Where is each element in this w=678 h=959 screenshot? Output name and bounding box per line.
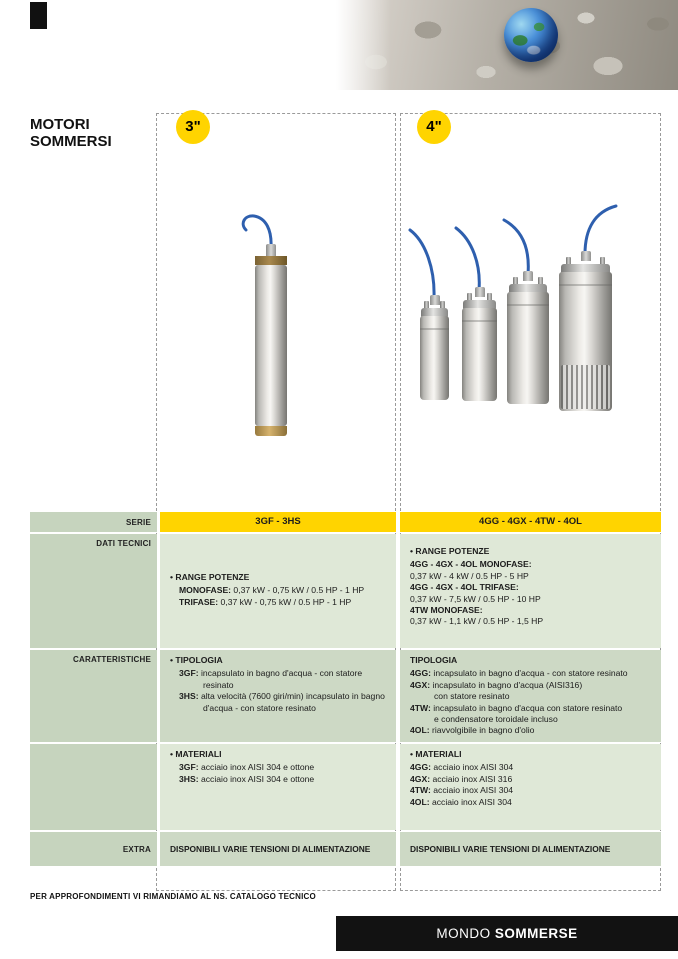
- row-label-text: SERIE: [125, 517, 151, 527]
- spec-line: 0,37 kW - 4 kW / 0.5 HP - 5 HP: [410, 570, 529, 581]
- spec-line: 4GG: acciaio inox AISI 304: [410, 762, 514, 773]
- motor-cap: [581, 251, 591, 261]
- spec-line: 4OL: riavvolgibile in bagno d'olio: [410, 725, 535, 736]
- motor-photo-3inch: [255, 244, 287, 436]
- row-label-text: CARATTERISTICHE: [73, 655, 151, 664]
- spec-line: 4GG - 4GX - 4OL TRIFASE:: [410, 582, 519, 593]
- materiali-lines: [179, 762, 392, 785]
- motor-body: [507, 292, 549, 404]
- spec-line: 3GF: acciaio inox AISI 304 e ottone: [179, 762, 315, 773]
- motor-cap: [475, 287, 485, 297]
- size-badge-3inch: 3": [176, 110, 210, 144]
- materiali-lines: [410, 762, 657, 808]
- size-badge-4inch: 4": [417, 110, 451, 144]
- range-potenze-title: • RANGE POTENZE: [410, 546, 490, 556]
- earth-globe: [504, 8, 558, 62]
- brand-name-regular: MONDO: [436, 926, 491, 941]
- spec-line: 3HS: acciaio inox AISI 304 e ottone: [179, 773, 315, 784]
- row-label-extra: [30, 832, 157, 866]
- materiali-3inch: [160, 744, 396, 830]
- brand-name-bold: SOMMERSE: [494, 926, 578, 941]
- motor-photo-4inch-medium: [462, 287, 497, 401]
- motor-brass-collar: [255, 256, 287, 265]
- materiali-4inch: [400, 744, 661, 830]
- spec-line: 4GX: incapsulato in bagno d'acqua (AISI316): [410, 679, 583, 690]
- spec-line: con statore resinato: [434, 691, 510, 702]
- tipologia-title: • TIPOLOGIA: [170, 655, 223, 665]
- range-potenze-lines: [179, 585, 392, 608]
- motor-body: [462, 308, 497, 401]
- earth-photo: [336, 0, 678, 90]
- tipologia-4inch: [400, 650, 661, 742]
- publisher-logo-mark: [30, 2, 47, 29]
- dati-tecnici-3inch: [160, 534, 396, 648]
- motor-photo-4inch-xlarge: [559, 251, 612, 411]
- extra-3inch: DISPONIBILI VARIE TENSIONI DI ALIMENTAZIONE: [160, 832, 396, 866]
- tipologia-lines: [410, 668, 657, 736]
- spec-line: MONOFASE: 0,37 kW - 0,75 kW / 0.5 HP - 1 HP: [179, 585, 365, 596]
- spec-line: 3HS: alta velocità (7600 giri/min) incapsulato in bagno d'acqua - con statore resinato: [179, 691, 385, 713]
- motor-cap: [430, 295, 440, 305]
- materiali-title: • MATERIALI: [410, 749, 462, 759]
- motor-brass-base: [255, 426, 287, 436]
- tipologia-3inch: [160, 650, 396, 742]
- spec-line: TRIFASE: 0,37 kW - 0,75 kW / 0.5 HP - 1 HP: [179, 596, 352, 607]
- spec-line: 4TW: acciaio inox AISI 304: [410, 785, 514, 796]
- motor-photo-4inch-small: [420, 295, 449, 400]
- page-title: [30, 117, 112, 150]
- spec-line: 4TW: incapsulato in bagno d'acqua con statore resinato: [410, 702, 623, 713]
- footer-note: PER APPROFONDIMENTI VI RIMANDIAMO AL NS. CATALOGO TECNICO: [30, 892, 316, 901]
- spec-line: 4OL: acciaio inox AISI 304: [410, 796, 512, 807]
- motor-cap: [266, 244, 276, 256]
- extra-4inch: DISPONIBILI VARIE TENSIONI DI ALIMENTAZIONE: [400, 832, 661, 866]
- materiali-title: • MATERIALI: [170, 749, 222, 759]
- row-label-caratteristiche: [30, 650, 157, 742]
- motor-body: [255, 265, 287, 426]
- serie-value-4inch: 4GG - 4GX - 4TW - 4OL: [400, 512, 661, 532]
- motor-photo-4inch-large: [507, 271, 549, 404]
- motor-body: [559, 272, 612, 411]
- serie-value-3inch: 3GF - 3HS: [160, 512, 396, 532]
- spec-line: 4GG - 4GX - 4OL MONOFASE:: [410, 559, 532, 570]
- spec-line: 0,37 kW - 1,1 kW / 0.5 HP - 1,5 HP: [410, 616, 544, 627]
- page-title-line1: MOTORI: [30, 116, 90, 133]
- motor-body: [420, 316, 449, 400]
- range-potenze-title: • RANGE POTENZE: [170, 572, 250, 582]
- motor-ridged-section: [561, 365, 610, 409]
- spec-line: 0,37 kW - 7,5 kW / 0.5 HP - 10 HP: [410, 593, 541, 604]
- row-label-dati-tecnici: [30, 534, 157, 648]
- brand-bar: [336, 916, 678, 951]
- spec-line: 4GX: acciaio inox AISI 316: [410, 773, 513, 784]
- spec-line: 3GF: incapsulato in bagno d'acqua - con statore resinato: [179, 668, 363, 690]
- row-label-text: DATI TECNICI: [96, 539, 151, 548]
- spec-line: e condensatore toroidale incluso: [434, 714, 558, 725]
- row-label-serie: [30, 512, 157, 532]
- range-potenze-lines: [410, 559, 657, 627]
- tipologia-title: TIPOLOGIA: [410, 655, 458, 665]
- page-title-line2: SOMMERSI: [30, 132, 112, 150]
- spec-line: 4GG: incapsulato in bagno d'acqua - con statore resinato: [410, 668, 628, 679]
- row-label-caratteristiche-cont: [30, 744, 157, 830]
- motor-cap: [523, 271, 533, 281]
- dati-tecnici-4inch: [400, 534, 661, 648]
- spec-line: 4TW MONOFASE:: [410, 605, 483, 616]
- row-label-text: EXTRA: [122, 844, 151, 854]
- tipologia-lines: [179, 668, 392, 714]
